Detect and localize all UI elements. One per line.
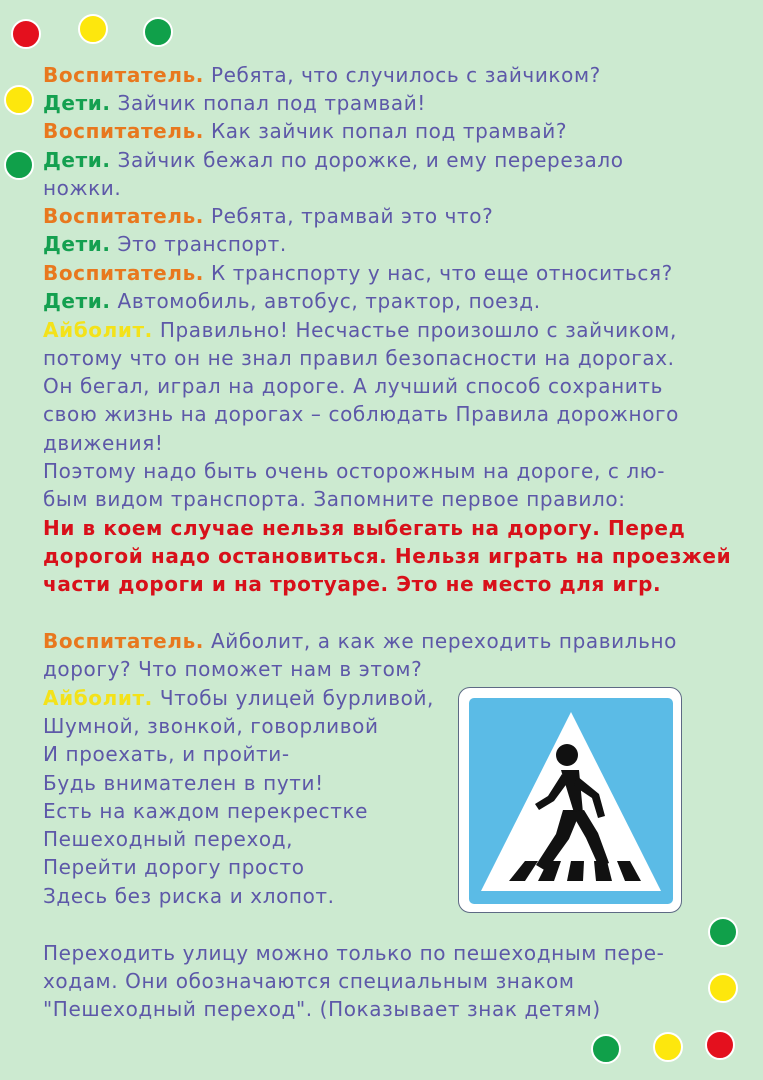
paragraph-line: бым видом транспорта. Запомните первое правило:	[43, 487, 626, 511]
dialogue-text: Зайчик бежал по дорожке, и ему перерезало	[110, 148, 624, 172]
final-line: "Пешеходный переход". (Показывает знак детям)	[43, 997, 601, 1021]
traffic-dot-yellow-bottom	[653, 1032, 683, 1062]
speaker-label: Воспитатель.	[43, 119, 205, 143]
traffic-dot-green-right	[708, 917, 738, 947]
rule-line: части дороги и на тротуаре. Это не место для игр.	[43, 572, 662, 596]
dialogue-text: Ребята, трамвай это что?	[204, 204, 494, 228]
poem-line: Шумной, звонкой, говорливой	[43, 714, 379, 738]
pedestrian-crossing-sign	[458, 687, 682, 913]
poem-line: Будь внимателен в пути!	[43, 771, 324, 795]
speaker-label: Дети.	[43, 91, 111, 115]
traffic-dot-yellow-right	[708, 973, 738, 1003]
traffic-dot-green-left	[4, 150, 34, 180]
traffic-dot-yellow-left	[4, 85, 34, 115]
traffic-dot-red-bottom	[705, 1030, 735, 1060]
dialogue-line: дорогу? Что поможет нам в этом?	[43, 657, 423, 681]
poem-line: Есть на каждом перекрестке	[43, 799, 369, 823]
dialogue-text: ножки.	[43, 176, 122, 200]
dialogue-line	[43, 202, 493, 230]
dialogue-line	[43, 684, 434, 712]
traffic-dot-green-top	[143, 17, 173, 47]
dialogue-line	[43, 259, 673, 287]
speaker-label: Воспитатель.	[43, 204, 205, 228]
dialogue-line	[43, 89, 426, 117]
paragraph-line: свою жизнь на дорогах – соблюдать Правила дорожного	[43, 402, 679, 426]
dialogue-text: Айболит, а как же переходить правильно	[204, 629, 678, 653]
traffic-dot-green-bottom	[591, 1034, 621, 1064]
poem-line: Здесь без риска и хлопот.	[43, 884, 335, 908]
speaker-label: Дети.	[43, 289, 111, 313]
dialogue-line	[43, 230, 287, 258]
traffic-dot-red-top	[11, 19, 41, 49]
paragraph-line: Он бегал, играл на дороге. А лучший способ сохранить	[43, 374, 663, 398]
speaker-label: Воспитатель.	[43, 629, 205, 653]
final-line: Переходить улицу можно только по пешеходным пере-	[43, 941, 665, 965]
paragraph-line: Поэтому надо быть очень осторожным на дороге, с лю-	[43, 459, 666, 483]
dialogue-text: Это транспорт.	[110, 232, 287, 256]
speaker-label: Айболит.	[43, 686, 153, 710]
dialogue-line	[43, 117, 567, 145]
dialogue-text: Чтобы улицей бурливой,	[152, 686, 435, 710]
poem-line: И проехать, и пройти-	[43, 742, 290, 766]
poem-line: Пешеходный переход,	[43, 827, 294, 851]
pedestrian-crossing-sign-icon	[459, 688, 683, 914]
dialogue-line	[43, 316, 677, 344]
dialogue-line	[43, 146, 624, 174]
dialogue-line	[43, 627, 677, 655]
dialogue-text: Зайчик попал под трамвай!	[110, 91, 426, 115]
speaker-label: Дети.	[43, 148, 111, 172]
dialogue-text: Как зайчик попал под трамвай?	[204, 119, 568, 143]
dialogue-text: Автомобиль, автобус, трактор, поезд.	[110, 289, 541, 313]
dialogue-line	[43, 174, 121, 202]
dialogue-line	[43, 287, 541, 315]
poem-line: Перейти дорогу просто	[43, 855, 305, 879]
dialogue-text: Правильно! Несчастье произошло с зайчиком,	[152, 318, 677, 342]
dialogue-text: К транспорту у нас, что еще относиться?	[204, 261, 673, 285]
final-line: ходам. Они обозначаются специальным знаком	[43, 969, 575, 993]
rule-line: Ни в коем случае нельзя выбегать на дорогу. Перед	[43, 516, 686, 540]
speaker-label: Айболит.	[43, 318, 153, 342]
dialogue-line	[43, 61, 601, 89]
rule-line: дорогой надо остановиться. Нельзя играть на проезжей	[43, 544, 732, 568]
speaker-label: Воспитатель.	[43, 63, 205, 87]
traffic-dot-yellow-top	[78, 14, 108, 44]
speaker-label: Дети.	[43, 232, 111, 256]
paragraph-line: потому что он не знал правил безопасности на дорогах.	[43, 346, 675, 370]
dialogue-text: Ребята, что случилось с зайчиком?	[204, 63, 601, 87]
speaker-label: Воспитатель.	[43, 261, 205, 285]
paragraph-line: движения!	[43, 431, 164, 455]
